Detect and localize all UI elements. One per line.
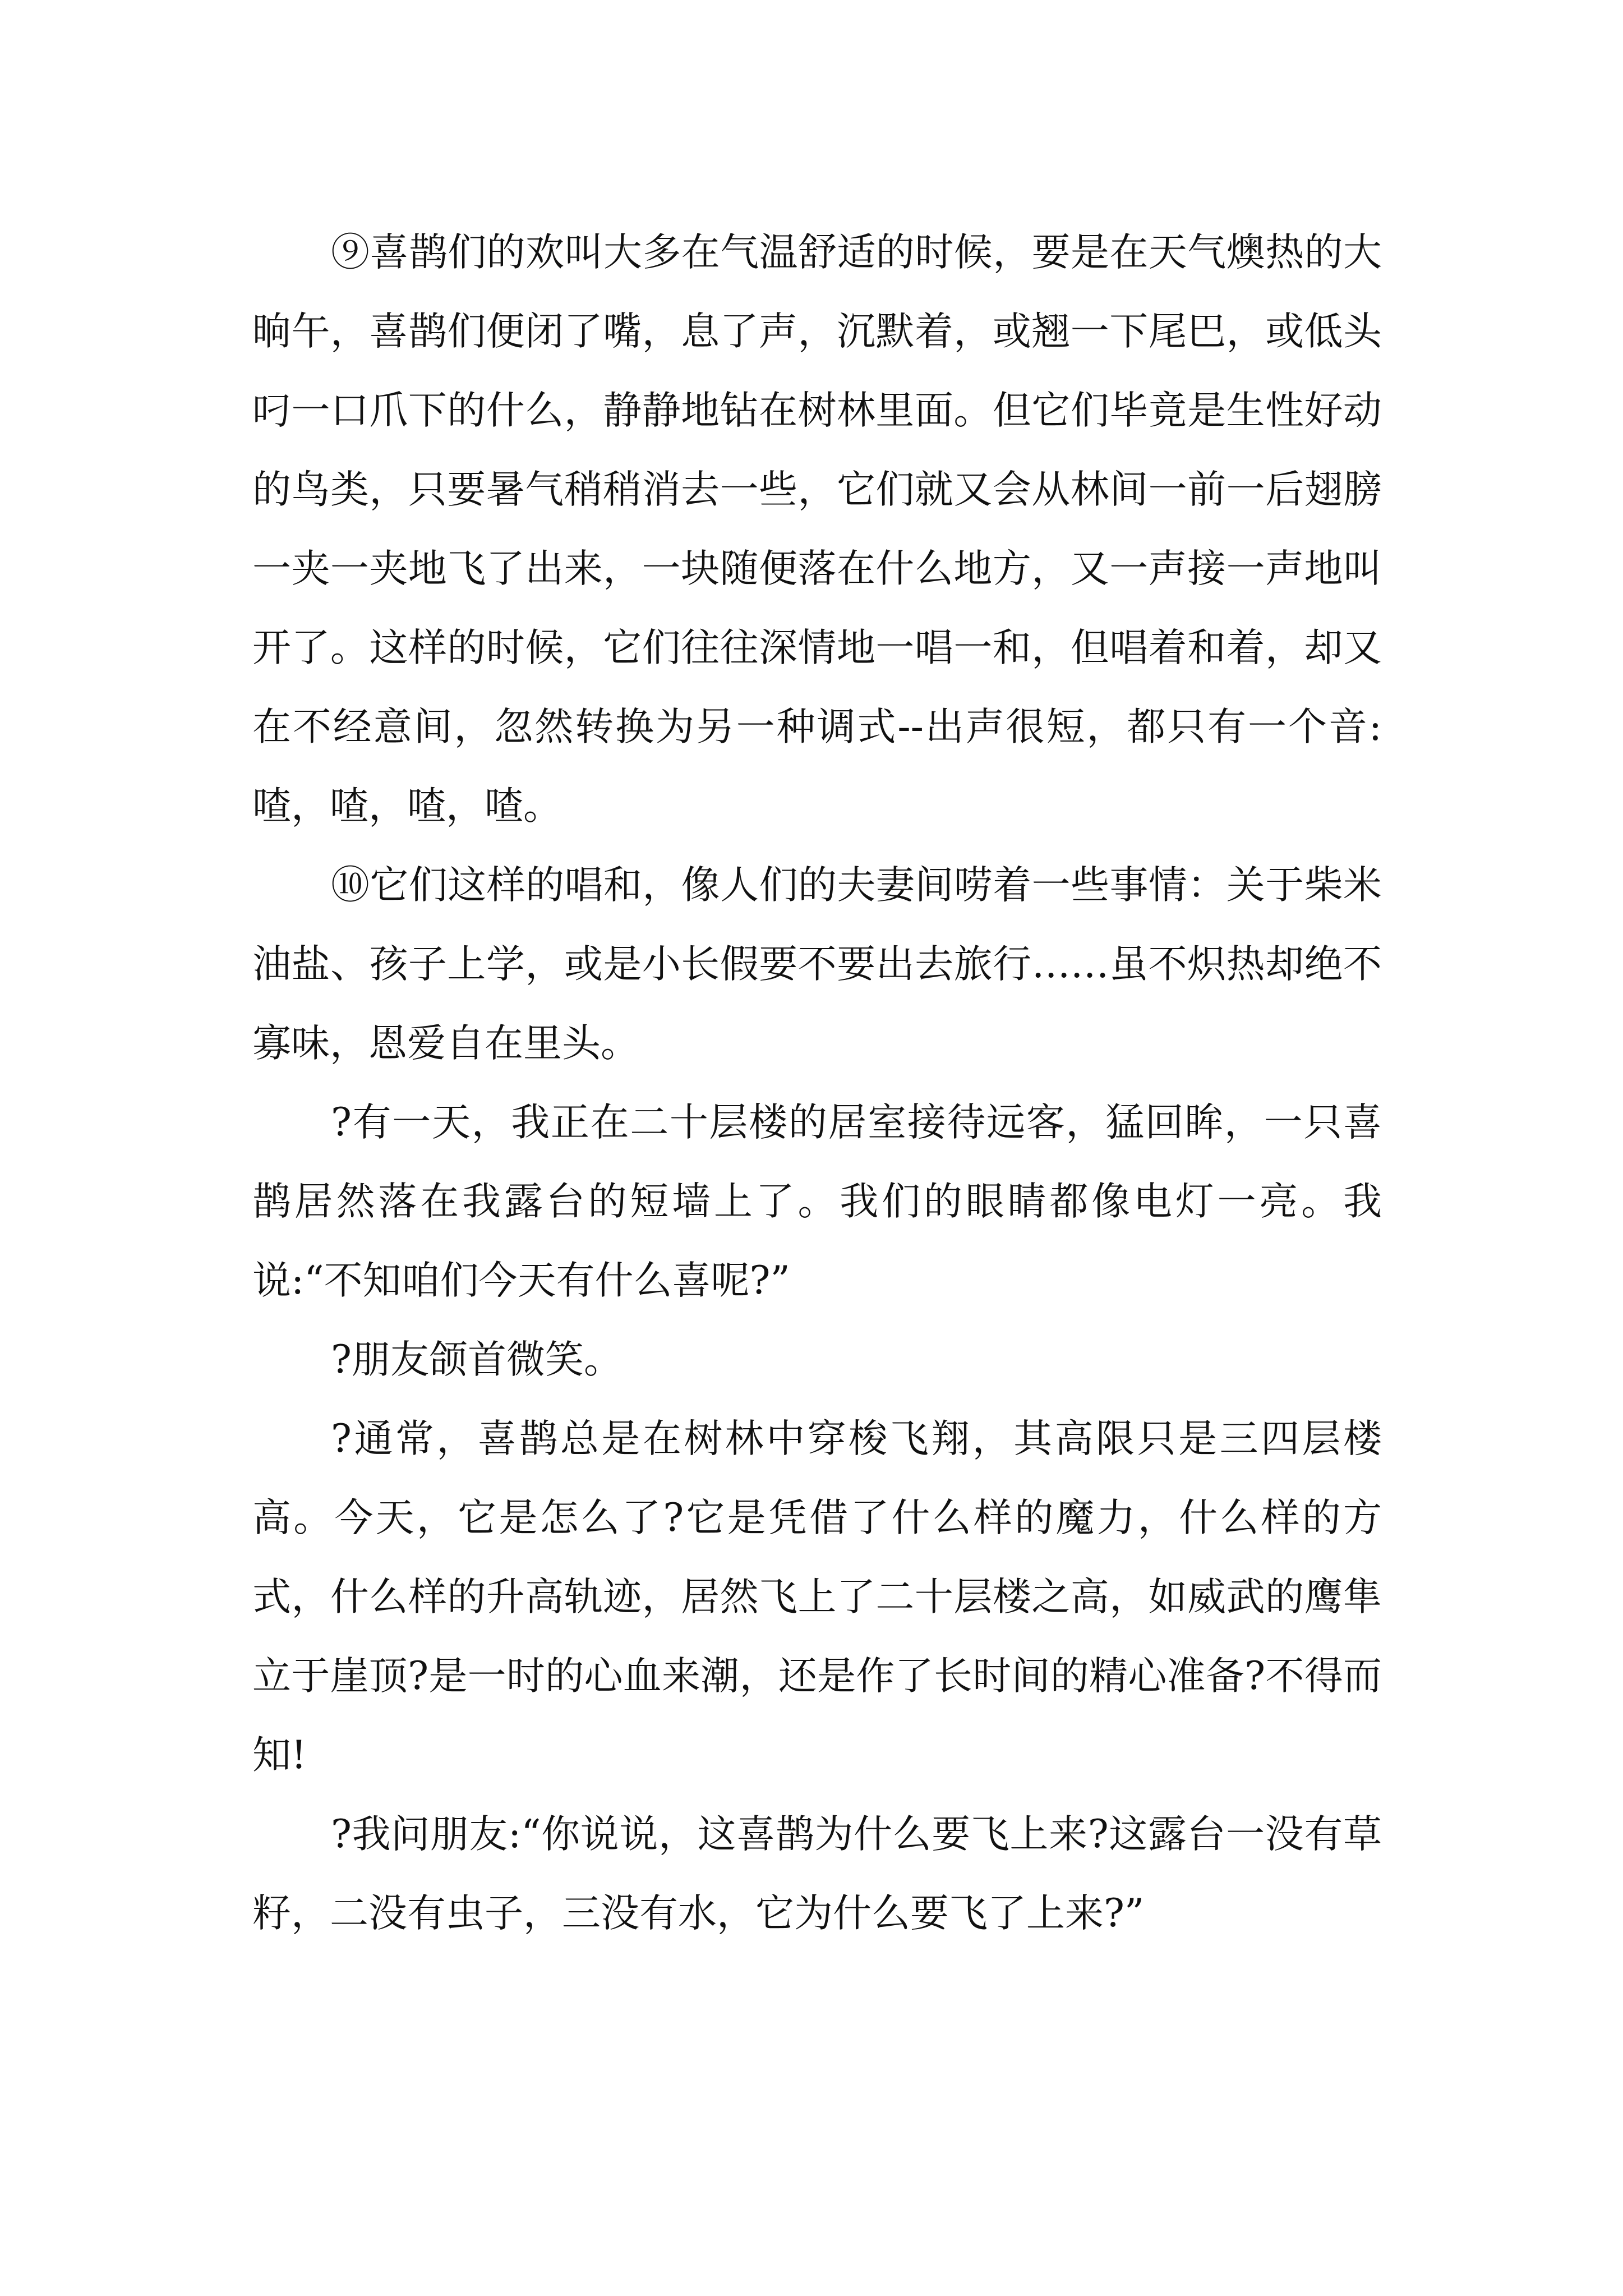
paragraph-9: ⑨喜鹊们的欢叫大多在气温舒适的时候，要是在天气燠热的大晌午，喜鹊们便闭了嘴，息了声，沉默着，或翘一下尾巴，或低头叼一口爪下的什么，静静地钻在树林里面。但它们毕竟是生性好动的鸟类，只要暑气稍稍消去一些，它们就又会从林间一前一后翅膀一夹一夹地飞了出来，一块随便落在什么地方，又一声接一声地叫开了。这样的时候，它们往往深情地一唱一和，但唱着和着，却又在不经意间，忽然转换为另一种调式--出声很短，都只有一个音:喳，喳，喳，喳。 <box>252 230 1382 829</box>
paragraph-13: ?通常，喜鹊总是在树林中穿梭飞翔，其高限只是三四层楼高。今天，它是怎么了?它是凭借了什么样的魔力，什么样的方式，什么样的升高轨迹，居然飞上了二十层楼之高，如威武的鹰隼立于崖顶?是一时的心血来潮，还是作了长时间的精心准备?不得而知! <box>252 1416 1382 1778</box>
paragraph-11: ?有一天，我正在二十层楼的居室接待远客，猛回眸，一只喜鹊居然落在我露台的短墙上了。我们的眼睛都像电灯一亮。我说:“不知咱们今天有什么喜呢?” <box>252 1100 1382 1303</box>
paragraph-14: ?我问朋友:“你说说，这喜鹊为什么要飞上来?这露台一没有草籽，二没有虫子，三没有水，它为什么要飞了上来?” <box>252 1812 1382 1936</box>
document-page <box>252 213 1382 1953</box>
paragraph-10: ⑩它们这样的唱和，像人们的夫妻间唠着一些事情：关于柴米油盐、孩子上学，或是小长假要不要出去旅行……虽不炽热却绝不寡味，恩爱自在里头。 <box>252 863 1382 1066</box>
paragraph-12: ?朋友颌首微笑。 <box>331 1337 623 1382</box>
